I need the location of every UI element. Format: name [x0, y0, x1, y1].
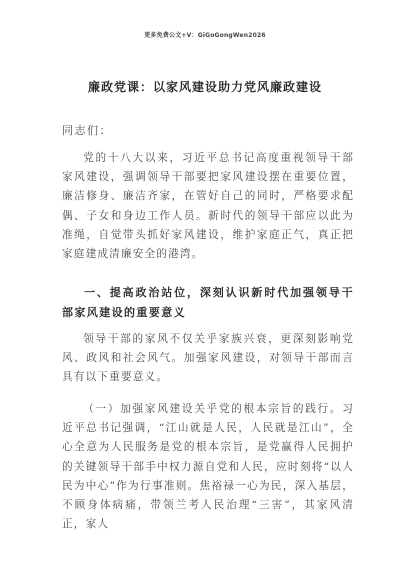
paragraph-intro — [62, 149, 354, 264]
section-heading: 一、提高政治站位，深刻认识新时代加强领导干部家风建设的重要意义 — [62, 286, 354, 319]
paragraph-significance — [62, 330, 354, 388]
salutation: 同志们： — [62, 124, 112, 137]
paragraph-text: 党的十八大以来，习近平总书记高度重视领导干部家风建设，强调领导干部要把家风建设摆在重要位置，廉洁修身、廉洁齐家，在管好自己的同时，严格要求配偶、子女和身边工作人员。新时代的领导干部应以此为准绳，自觉带头抓好家风建设，维护家庭正气，真正把家庭建成清廉安全的港湾。 — [62, 152, 354, 261]
header-watermark: 更多免费公文+V：GiGoGongWen2026 — [144, 32, 266, 39]
paragraph-point-1 — [62, 400, 354, 534]
paragraph-text: 领导干部的家风不仅关乎家族兴衰，更深刻影响党风、政风和社会风气。加强家风建设，对领导干部而言具有以下重要意义。 — [62, 333, 354, 384]
paragraph-text: （一）加强家风建设关乎党的根本宗旨的践行。习近平总书记强调，“江山就是人民，人民就是江山”，全心全意为人民服务是党的根本宗旨，是党赢得人民拥护的关键领导干部手中权力源自党和人民，应时刻将“以人民为中心”作为行事准则。焦裕禄一心为民，深入基层，不顾身体病痛，带领兰考人民治理“三害”，其家风清正，家人 — [62, 403, 354, 531]
document-title: 廉政党课：以家风建设助力党风廉政建设 — [87, 80, 322, 94]
